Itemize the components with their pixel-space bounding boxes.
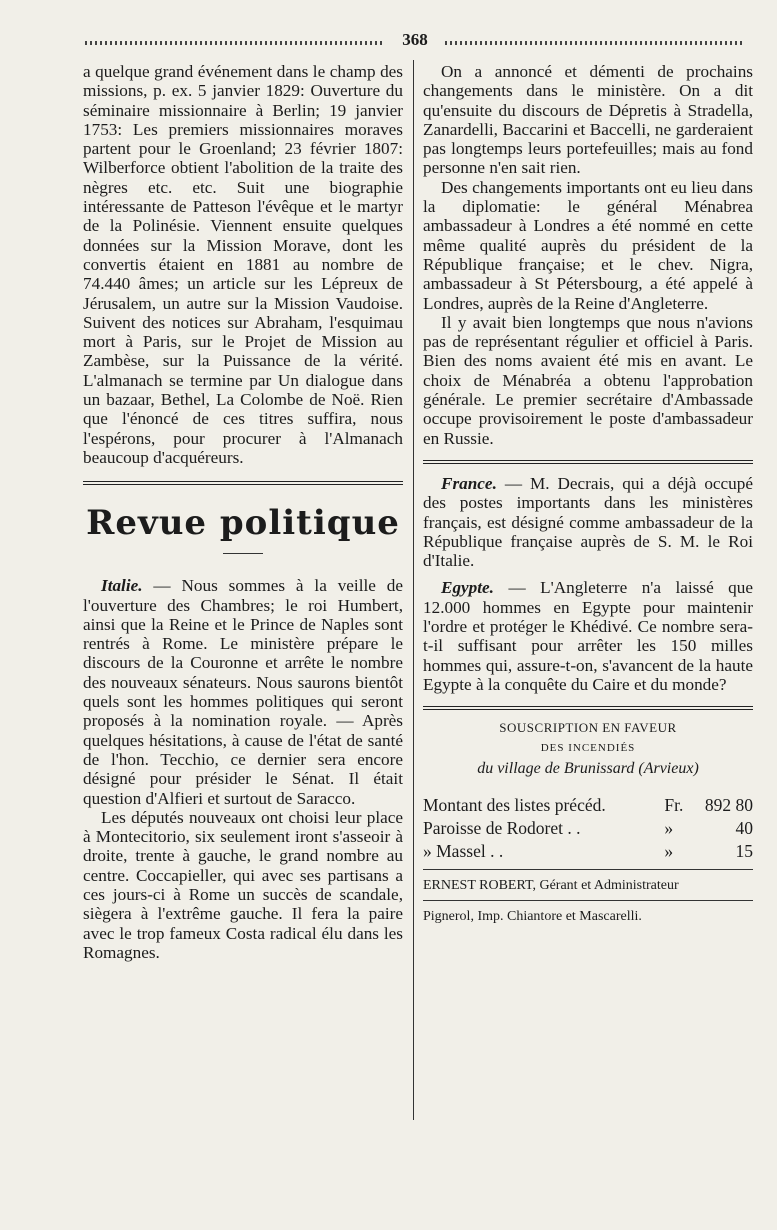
left-column [83, 62, 403, 962]
subscription-divider [423, 706, 753, 710]
table-row [423, 817, 753, 840]
table-row [423, 794, 753, 817]
row-amount: 40 [735, 818, 753, 839]
subscription-subtitle: DES INCENDIÉS [540, 742, 636, 755]
france-paragraph [423, 474, 753, 570]
imprimeur-line: Pignerol, Imp. Chiantore et Mascarelli. [423, 909, 642, 925]
subscription-title: SOUSCRIPTION EN FAVEUR [499, 720, 677, 736]
row-unit: Fr. [664, 795, 684, 816]
left-para-3: Les députés nouveaux ont choisi leur place à Montecitorio, six seulement iront s'asseoir à droite, trente à gauche, le grand nombre au centre. Coccapieller, qui avec ses partisans a ces jours-ci à Rome un succès de scandale, siègera à l'extrême gauche. Il fera la paire avec le trop fameux Costa radical élu dans les Romagnes. [83, 807, 403, 962]
page-number: 368 [402, 30, 428, 49]
row-unit: » [664, 841, 674, 862]
footer-rule [423, 869, 753, 870]
right-para-1: On a annoncé et démenti de prochains changements dans le ministère. On a dit qu'ensuite du discours de Dépretis à Stradella, Zanardelli, Baccarini et Baccelli, ne garderaient pas longtemps leurs portefeuilles; mais au fond personne n'en sait rien. [423, 62, 753, 178]
right-para-3: Il y avait bien longtemps que nous n'avions pas de représentant régulier et officiel à Paris. Bien des noms avaient été mis en avant. Le choix de Ménabréa a obtenu l'approbation générale. Le premier secrétaire d'Ambassade occupe provisoirement le poste d'ambassadeur en Russie. [423, 312, 753, 448]
france-tag: France. [441, 473, 497, 493]
column-divider [413, 60, 414, 1120]
row-unit: » [664, 818, 674, 839]
egypte-paragraph [423, 578, 753, 694]
row-label: Montant des listes précéd. [423, 795, 606, 816]
header-ornament-right [445, 41, 745, 45]
gerant-line: ERNEST ROBERT, Gérant et Administrateur [423, 878, 679, 894]
row-label: » Massel . . [423, 841, 504, 862]
italie-tag: Italie. [101, 576, 143, 596]
row-amount: 892 80 [704, 795, 753, 816]
italie-text: — Nous sommes à la veille de l'ouverture des Chambres; le roi Humbert, ainsi que la Reine et le Prince de Naples sont rentrés à Rome. Le ministère prépare le discours de la Couronne et arrête le nombre des nouveaux sénateurs. Nous saurons bientôt quels sont les hommes politiques qui seront proposés à la nomination royale. — Après quelques hésitations, à cause de l'état de santé de l'hon. Tecchio, ce dernier sera encore désigné pour présider le Sénat. Il était question d'Alfieri et surtout de Saracco. [83, 576, 403, 808]
row-amount: 15 [735, 841, 753, 862]
egypte-tag: Egypte. [441, 578, 494, 598]
section-title: Revue politique [86, 503, 400, 544]
page-header [85, 30, 745, 52]
section-divider [83, 481, 403, 485]
right-column [423, 62, 753, 925]
egypte-text: — L'Angleterre n'a laissé que 12.000 hommes en Egypte pour maintenir l'ordre et protéger le Khédivé. Ce nombre sera-t-il suffisant pour arrêter les 150 milles hommes qui, assure-t-on, s'avancent de la haute Egypte à la conquête du Caire et du monde? [423, 578, 753, 694]
title-rule [223, 553, 263, 554]
row-label: Paroisse de Rodoret . . [423, 818, 581, 839]
right-divider [423, 460, 753, 464]
subscription-place: du village de Brunissard (Arvieux) [477, 760, 699, 778]
footer-rule-2 [423, 900, 753, 901]
subscription-table [423, 794, 753, 863]
table-row [423, 840, 753, 863]
left-para-1: a quelque grand événement dans le champ des missions, p. ex. 5 janvier 1829: Ouverture du séminaire missionnaire à Berlin; 19 janvier 1753: Les premiers missionnaires moraves partent pour le Groenland; 23 février 1807: Wilberforce obtient l'abolition de la traite des nègres etc. etc. Suit une biographie intéressante de Patteson l'évêque et le martyr de la Polinésie. Viennent ensuite quelques données sur la Mission Morave, dont les convertis étaient en 1881 au nombre de 74.440 âmes; un article sur les Lépreux de Jérusalem, un autre sur la Mission Vaudoise. Suivent des notices sur Abraham, l'esquimau mort à Paris, sur le Projet de Mission au Zambèse, sur la Puissance de la vérité. L'almanach se termine par Un dialogue dans un bazaar, Bethel, La Colombe de Noë. Rien que l'énoncé de ces titres suffira, nous l'espérons, pour procurer à l'Almanach beaucoup d'acquéreurs. [83, 62, 403, 467]
france-text: — M. Decrais, qui a déjà occupé des postes importants dans les ministères français, est désigné comme ambassadeur de la République française auprès de S. M. le Roi d'Italie. [423, 473, 753, 571]
right-para-2: Des changements importants ont eu lieu dans la diplomatie: le général Ménabrea ambassadeur à Londres a été nommé en cette même qualité auprès du président de la République française; et le chev. Nigra, ambassadeur à St Pétersbourg, a été appelé à Londres, auprès de la Reine d'Angleterre. [423, 177, 753, 313]
italie-paragraph [83, 576, 403, 808]
